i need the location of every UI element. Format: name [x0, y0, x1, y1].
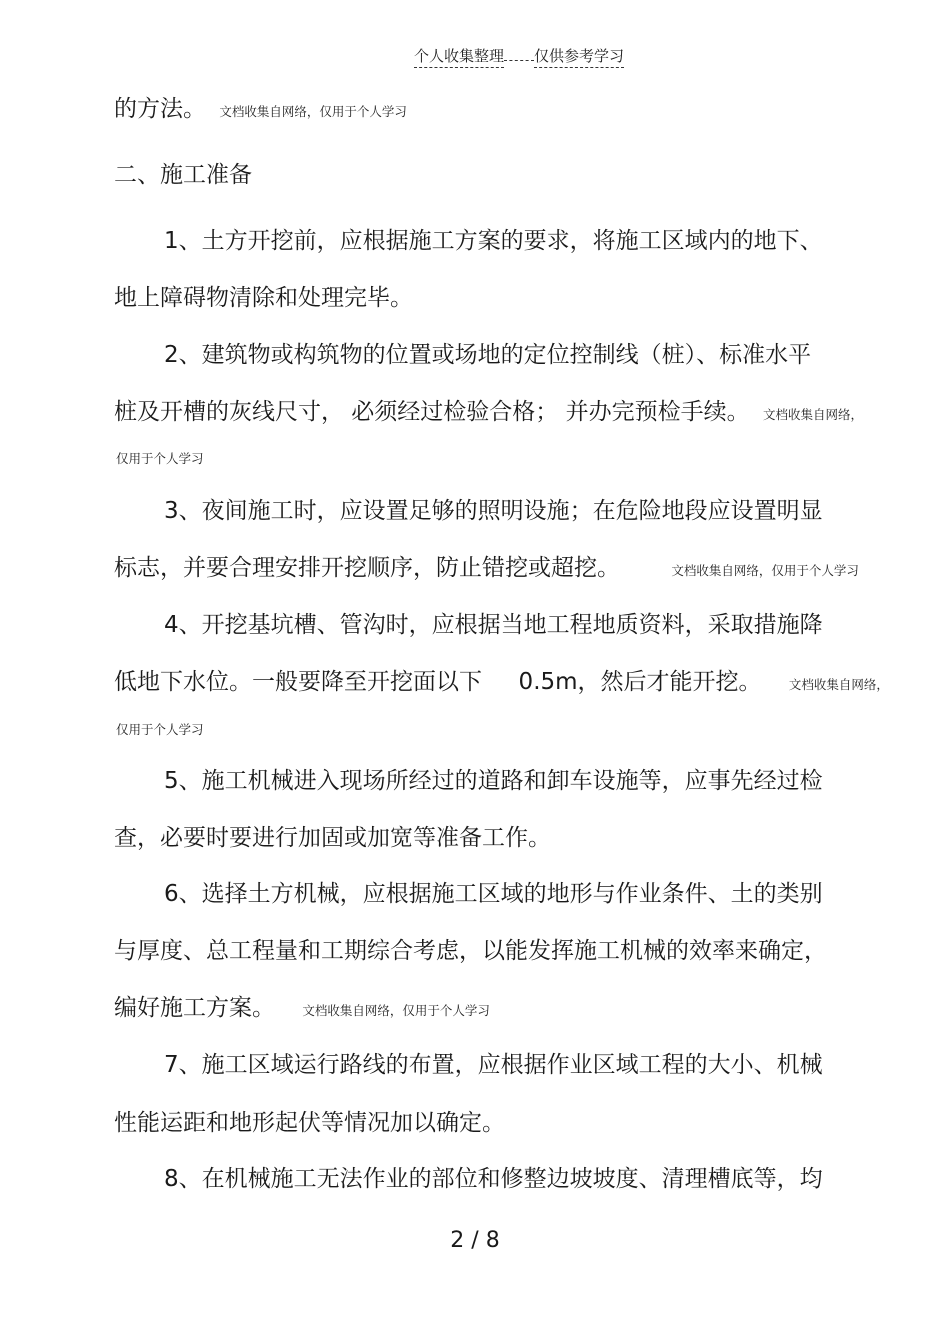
text-line: 6、选择土方机械，应根据施工区域的地形与作业条件、土的类别 [164, 881, 823, 907]
watermark-note: 文档收集自网络， [762, 407, 863, 422]
line-text: 的方法。 [114, 96, 206, 122]
text-line [114, 993, 490, 1026]
text-line: 8、在机械施工无法作业的部位和修整边坡坡度、清理槽底等，均 [164, 1166, 823, 1192]
text-line: 5、施工机械进入现场所经过的道路和卸车设施等，应事先经过检 [164, 768, 823, 794]
watermark-note: 仅用于个人学习 [116, 722, 204, 737]
text-line [114, 667, 889, 700]
header-right: 仅供参考学习 [534, 47, 624, 68]
header-gap [504, 58, 534, 61]
watermark-note: 文档收集自网络， [788, 677, 889, 692]
text-line [114, 397, 863, 430]
text-line [114, 553, 859, 586]
line-text: 桩及开槽的灰线尺寸， 必须经过检验合格； 并办完预检手续。 [114, 399, 750, 425]
watermark-note: 仅用于个人学习 [116, 451, 204, 466]
line-text: 标志，并要合理安排开挖顺序，防止错挖或超挖。 [114, 555, 620, 581]
watermark-note: 文档收集自网络，仅用于个人学习 [671, 563, 859, 578]
watermark-note: 文档收集自网络，仅用于个人学习 [219, 104, 407, 119]
text-line: 2、建筑物或构筑物的位置或场地的定位控制线（桩）、标准水平 [164, 342, 812, 368]
page-number: 2 / 8 [450, 1228, 500, 1253]
header-left: 个人收集整理 [414, 47, 504, 68]
text-line: 性能运距和地形起伏等情况加以确定。 [114, 1110, 505, 1136]
line-text: 编好施工方案。 [114, 995, 275, 1021]
text-line: 7、施工区域运行路线的布置，应根据作业区域工程的大小、机械 [164, 1052, 823, 1078]
text-line: 与厚度、总工程量和工期综合考虑，以能发挥施工机械的效率来确定， [114, 938, 827, 964]
text-line: 查，必要时要进行加固或加宽等准备工作。 [114, 825, 551, 851]
watermark-note: 文档收集自网络，仅用于个人学习 [302, 1003, 490, 1018]
text-line: 3、夜间施工时，应设置足够的照明设施；在危险地段应设置明显 [164, 498, 823, 524]
text-line: 地上障碍物清除和处理完毕。 [114, 285, 413, 311]
page-header [414, 45, 624, 66]
line-text: 低地下水位。一般要降至开挖面以下 0.5m，然后才能开挖。 [114, 669, 762, 695]
text-line [114, 94, 407, 127]
text-line: 4、开挖基坑槽、管沟时，应根据当地工程地质资料，采取措施降 [164, 612, 823, 638]
text-line: 1、土方开挖前，应根据施工方案的要求，将施工区域内的地下、 [164, 228, 823, 254]
section-heading: 二、施工准备 [114, 162, 252, 188]
